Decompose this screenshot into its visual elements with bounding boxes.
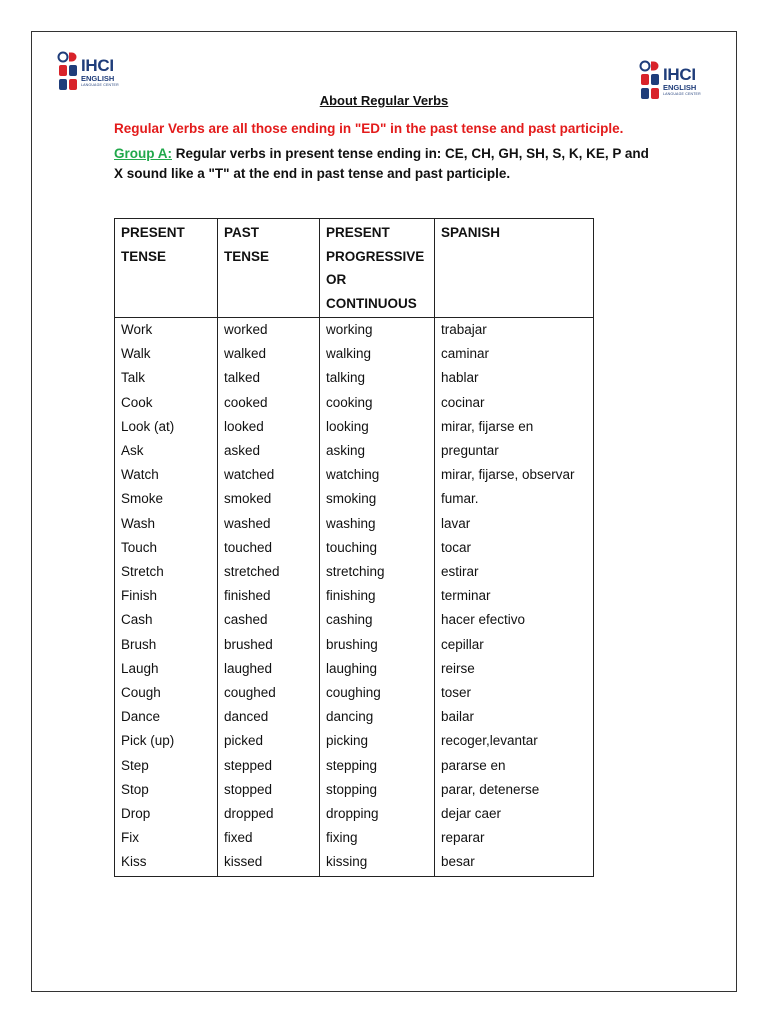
cell-progressive: picking [320, 729, 435, 753]
cell-present: Cash [115, 608, 218, 632]
header-line: PRESENT [326, 225, 390, 240]
cell-past: stepped [218, 754, 320, 778]
cell-spanish: dejar caer [435, 802, 594, 826]
cell-present: Walk [115, 342, 218, 366]
group-text: Regular verbs in present tense ending in: CE, CH, GH, SH, S, K, KE, P and X sound like a "T" at the end in past tense and past participle. [114, 146, 649, 181]
cell-spanish: fumar. [435, 487, 594, 511]
cell-progressive: laughing [320, 657, 435, 681]
cell-present: Brush [115, 633, 218, 657]
cell-past: finished [218, 584, 320, 608]
page-title: About Regular Verbs [319, 93, 449, 108]
table-row [115, 439, 594, 463]
header-present-progressive [320, 219, 435, 318]
table-row [115, 681, 594, 705]
table-row [115, 657, 594, 681]
cell-progressive: brushing [320, 633, 435, 657]
cell-past: brushed [218, 633, 320, 657]
cell-past: smoked [218, 487, 320, 511]
table-row [115, 415, 594, 439]
cell-progressive: stopping [320, 778, 435, 802]
cell-present: Finish [115, 584, 218, 608]
cell-spanish: terminar [435, 584, 594, 608]
table-row [115, 391, 594, 415]
logo-main-text: IHCI [663, 65, 696, 84]
cell-progressive: cashing [320, 608, 435, 632]
cell-progressive: fixing [320, 826, 435, 850]
cell-spanish: cepillar [435, 633, 594, 657]
cell-past: asked [218, 439, 320, 463]
cell-spanish: estirar [435, 560, 594, 584]
cell-progressive: touching [320, 536, 435, 560]
cell-present: Laugh [115, 657, 218, 681]
cell-progressive: finishing [320, 584, 435, 608]
cell-progressive: smoking [320, 487, 435, 511]
cell-progressive: looking [320, 415, 435, 439]
lead-statement: Regular Verbs are all those ending in "ED" in the past tense and past participle. [114, 121, 624, 136]
cell-progressive: talking [320, 366, 435, 390]
table-row [115, 705, 594, 729]
cell-present: Look (at) [115, 415, 218, 439]
table-row [115, 754, 594, 778]
header-line: PRESENT [121, 225, 185, 240]
table-row [115, 584, 594, 608]
table-row [115, 366, 594, 390]
cell-spanish: trabajar [435, 318, 594, 343]
table-row [115, 342, 594, 366]
logo-tagline: LANGUAGE CENTER [81, 82, 119, 87]
header-line: OR [326, 272, 347, 287]
cell-past: picked [218, 729, 320, 753]
cell-spanish: reirse [435, 657, 594, 681]
table-row [115, 826, 594, 850]
group-label: Group A: [114, 146, 172, 161]
cell-spanish: lavar [435, 512, 594, 536]
cell-past: walked [218, 342, 320, 366]
cell-present: Watch [115, 463, 218, 487]
table-row [115, 512, 594, 536]
cell-past: looked [218, 415, 320, 439]
cell-progressive: coughing [320, 681, 435, 705]
cell-spanish: hacer efectivo [435, 608, 594, 632]
table-row [115, 560, 594, 584]
group-description [114, 144, 654, 184]
cell-past: cashed [218, 608, 320, 632]
cell-progressive: asking [320, 439, 435, 463]
cell-past: stretched [218, 560, 320, 584]
cell-spanish: preguntar [435, 439, 594, 463]
cell-present: Wash [115, 512, 218, 536]
cell-present: Stretch [115, 560, 218, 584]
cell-progressive: dropping [320, 802, 435, 826]
header-line: PROGRESSIVE [326, 248, 425, 264]
cell-spanish: pararse en [435, 754, 594, 778]
table-header-row [115, 219, 594, 318]
logo-sub-text: ENGLISH [81, 74, 115, 83]
cell-spanish: cocinar [435, 391, 594, 415]
cell-past: cooked [218, 391, 320, 415]
ihci-logo-left [57, 51, 119, 93]
cell-progressive: washing [320, 512, 435, 536]
logo-main-text: IHCI [81, 56, 114, 75]
table-row [115, 802, 594, 826]
logo-tagline: LANGUAGE CENTER [663, 91, 701, 96]
cell-present: Drop [115, 802, 218, 826]
cell-past: worked [218, 318, 320, 343]
cell-spanish: tocar [435, 536, 594, 560]
cell-spanish: recoger,levantar [435, 729, 594, 753]
cell-present: Kiss [115, 850, 218, 877]
cell-past: fixed [218, 826, 320, 850]
table-row [115, 536, 594, 560]
cell-progressive: stretching [320, 560, 435, 584]
cell-past: stopped [218, 778, 320, 802]
cell-progressive: kissing [320, 850, 435, 877]
table-row [115, 608, 594, 632]
cell-present: Touch [115, 536, 218, 560]
header-line: PAST [224, 225, 260, 240]
table-row [115, 318, 594, 343]
table-row [115, 463, 594, 487]
header-line: CONTINUOUS [326, 295, 417, 311]
cell-present: Talk [115, 366, 218, 390]
header-line: SPANISH [441, 225, 501, 240]
cell-present: Stop [115, 778, 218, 802]
cell-present: Pick (up) [115, 729, 218, 753]
header-line: TENSE [224, 248, 270, 264]
cell-past: talked [218, 366, 320, 390]
cell-spanish: hablar [435, 366, 594, 390]
cell-present: Step [115, 754, 218, 778]
table-row [115, 729, 594, 753]
cell-spanish: besar [435, 850, 594, 877]
cell-past: touched [218, 536, 320, 560]
cell-spanish: mirar, fijarse en [435, 415, 594, 439]
table-row [115, 633, 594, 657]
cell-spanish: caminar [435, 342, 594, 366]
cell-past: coughed [218, 681, 320, 705]
regular-verbs-table [114, 218, 594, 877]
cell-progressive: stepping [320, 754, 435, 778]
cell-past: dropped [218, 802, 320, 826]
table-row [115, 487, 594, 511]
cell-past: danced [218, 705, 320, 729]
cell-past: laughed [218, 657, 320, 681]
cell-spanish: bailar [435, 705, 594, 729]
logo-sub-text: ENGLISH [663, 83, 697, 92]
cell-present: Smoke [115, 487, 218, 511]
cell-progressive: cooking [320, 391, 435, 415]
cell-progressive: working [320, 318, 435, 343]
cell-spanish: parar, detenerse [435, 778, 594, 802]
cell-present: Work [115, 318, 218, 343]
cell-present: Dance [115, 705, 218, 729]
table-row [115, 850, 594, 877]
header-past-tense [218, 219, 320, 318]
cell-past: kissed [218, 850, 320, 877]
header-line: TENSE [121, 248, 167, 264]
header-present-tense [115, 219, 218, 318]
cell-present: Cough [115, 681, 218, 705]
table-body [115, 318, 594, 877]
cell-present: Cook [115, 391, 218, 415]
cell-present: Fix [115, 826, 218, 850]
header-spanish [435, 219, 594, 318]
cell-past: washed [218, 512, 320, 536]
cell-past: watched [218, 463, 320, 487]
cell-spanish: toser [435, 681, 594, 705]
cell-progressive: walking [320, 342, 435, 366]
cell-spanish: mirar, fijarse, observar [435, 463, 594, 487]
cell-progressive: watching [320, 463, 435, 487]
cell-present: Ask [115, 439, 218, 463]
table-row [115, 778, 594, 802]
cell-progressive: dancing [320, 705, 435, 729]
ihci-logo-mark-icon [57, 51, 79, 93]
cell-spanish: reparar [435, 826, 594, 850]
